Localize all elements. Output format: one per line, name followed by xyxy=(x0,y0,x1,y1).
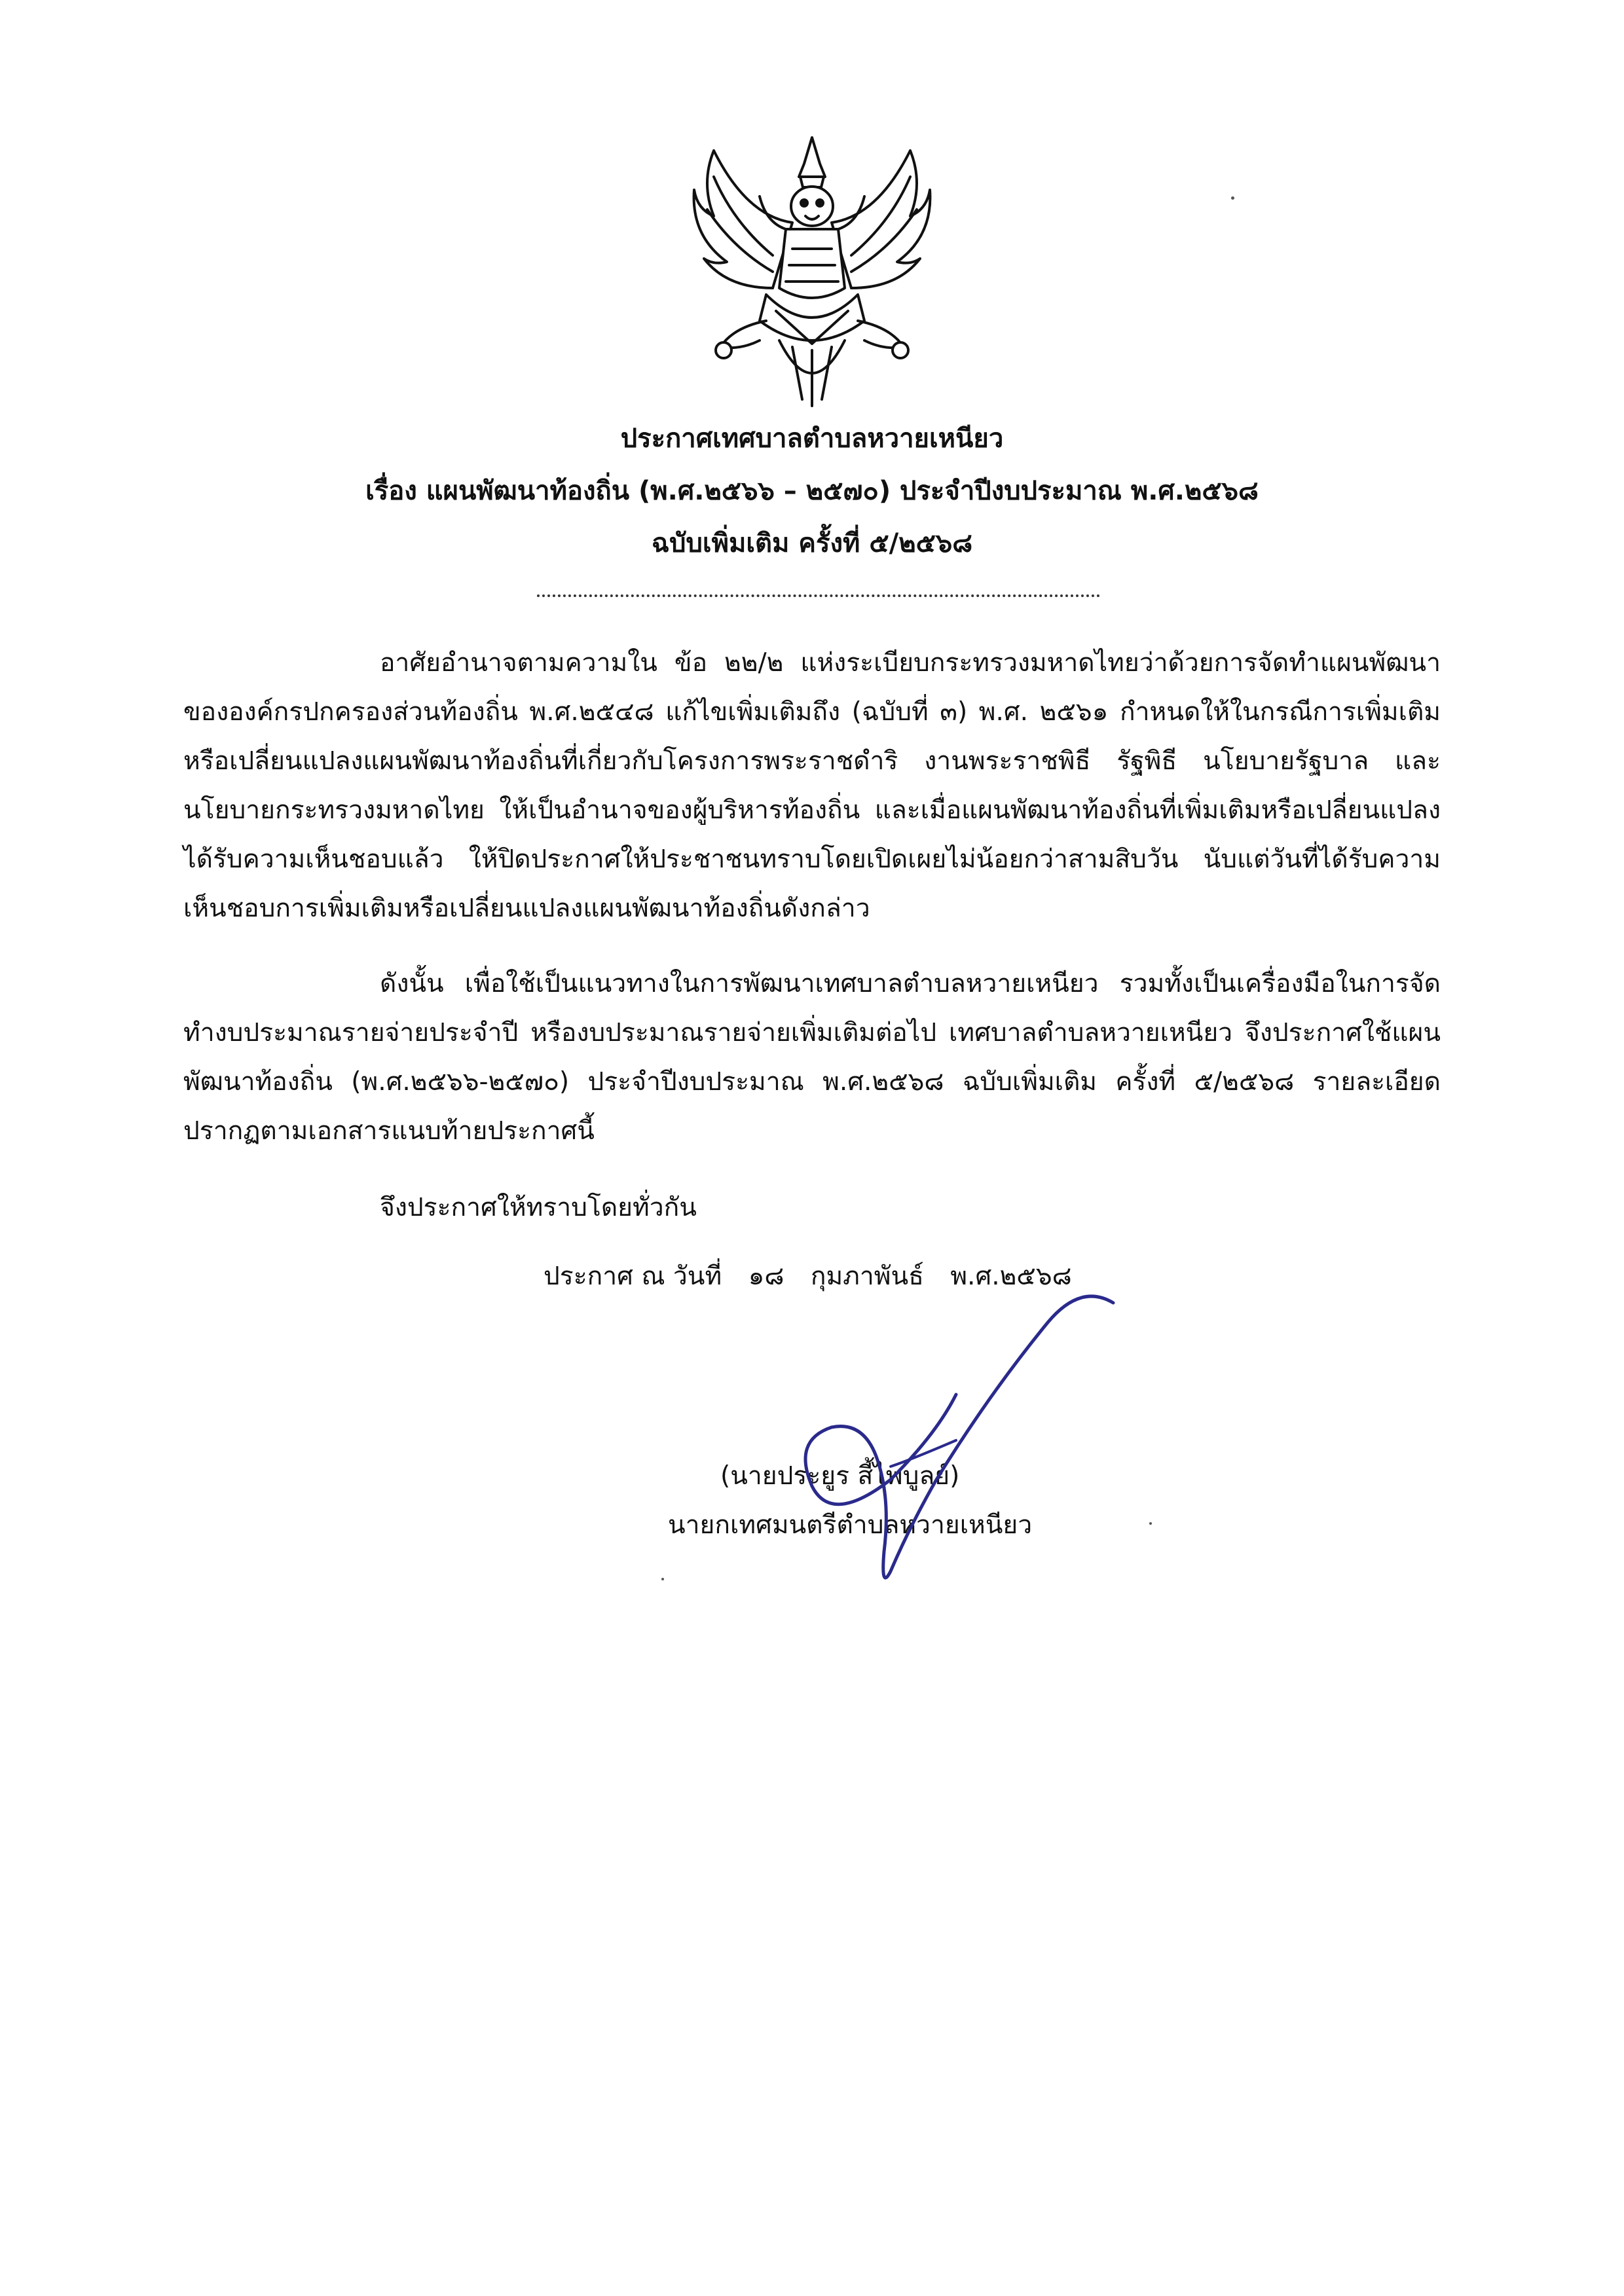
body-paragraph-announcement: ดังนั้น เพื่อใช้เป็นแนวทางในการพัฒนาเทศบาลตำบลหวายเหนียว รวมทั้งเป็นเครื่องมือในการจัดทำงบประมาณรายจ่ายประจำปี หรืองบประมาณรายจ่ายเพิ่มเติมต่อไป เทศบาลตำบลหวายเหนียว จึงประกาศใช้แผนพัฒนาท้องถิ่น (พ.ศ.๒๕๖๖-๒๕๗๐) ประจำปีงบประมาณ พ.ศ.๒๕๖๘ ฉบับเพิ่มเติม ครั้งที่ ๕/๒๕๖๘ รายละเอียดปรากฏตามเอกสารแนบท้ายประกาศนี้ xyxy=(183,969,1441,1146)
signatory-name: (นายประยูร สี้ไพบูลย์) xyxy=(720,1461,960,1491)
date-year: พ.ศ.๒๕๖๘ xyxy=(950,1262,1072,1291)
body-paragraph-authority: อาศัยอำนาจตามความใน ข้อ ๒๒/๒ แห่งระเบียบกระทรวงมหาดไทยว่าด้วยการจัดทำแผนพัฒนาขององค์กรปกครองส่วนท้องถิ่น พ.ศ.๒๕๔๘ แก้ไขเพิ่มเติมถึง (ฉบับที่ ๓) พ.ศ. ๒๕๖๑ กำหนดให้ในกรณีการเพิ่มเติมหรือเปลี่ยนแปลงแผนพัฒนาท้องถิ่นที่เกี่ยวกับโครงการพระราชดำริ งานพระราชพิธี รัฐพิธี นโยบายรัฐบาล และนโยบายกระทรวงมหาดไทย ให้เป็นอำนาจของผู้บริหารท้องถิ่น และเมื่อแผนพัฒนาท้องถิ่นที่เพิ่มเติมหรือเปลี่ยนแปลงได้รับความเห็นชอบแล้ว ให้ปิดประกาศให้ประชาชนทราบโดยเปิดเผยไม่น้อยกว่าสามสิบวัน นับแต่วันที่ได้รับความเห็นชอบการเพิ่มเติมหรือเปลี่ยนแปลงแผนพัฒนาท้องถิ่นดังกล่าว xyxy=(183,648,1441,923)
announcement-title: ประกาศเทศบาลตำบลหวายเหนียว xyxy=(620,424,1004,454)
date-month: กุมภาพันธ์ xyxy=(810,1262,924,1291)
scan-speck xyxy=(1149,1522,1152,1525)
announcement-edition: ฉบับเพิ่มเติม ครั้งที่ ๕/๒๕๖๘ xyxy=(651,528,973,558)
signatory-position: นายกเทศมนตรีตำบลหวายเหนียว xyxy=(668,1510,1033,1540)
announcement-subject: เรื่อง แผนพัฒนาท้องถิ่น (พ.ศ.๒๕๖๖ – ๒๕๗๐) ประจำปีงบประมาณ พ.ศ.๒๕๖๘ xyxy=(365,476,1259,506)
date-day: ๑๘ xyxy=(748,1262,784,1291)
dotted-divider xyxy=(537,594,1100,597)
closing-statement: จึงประกาศให้ทราบโดยทั่วกัน xyxy=(380,1193,697,1222)
handwritten-signature xyxy=(740,1264,1146,1591)
scan-speck xyxy=(1231,196,1234,200)
garuda-emblem-icon xyxy=(688,124,936,412)
date-prefix: ประกาศ ณ วันที่ xyxy=(544,1262,722,1291)
scan-speck xyxy=(661,1578,664,1580)
